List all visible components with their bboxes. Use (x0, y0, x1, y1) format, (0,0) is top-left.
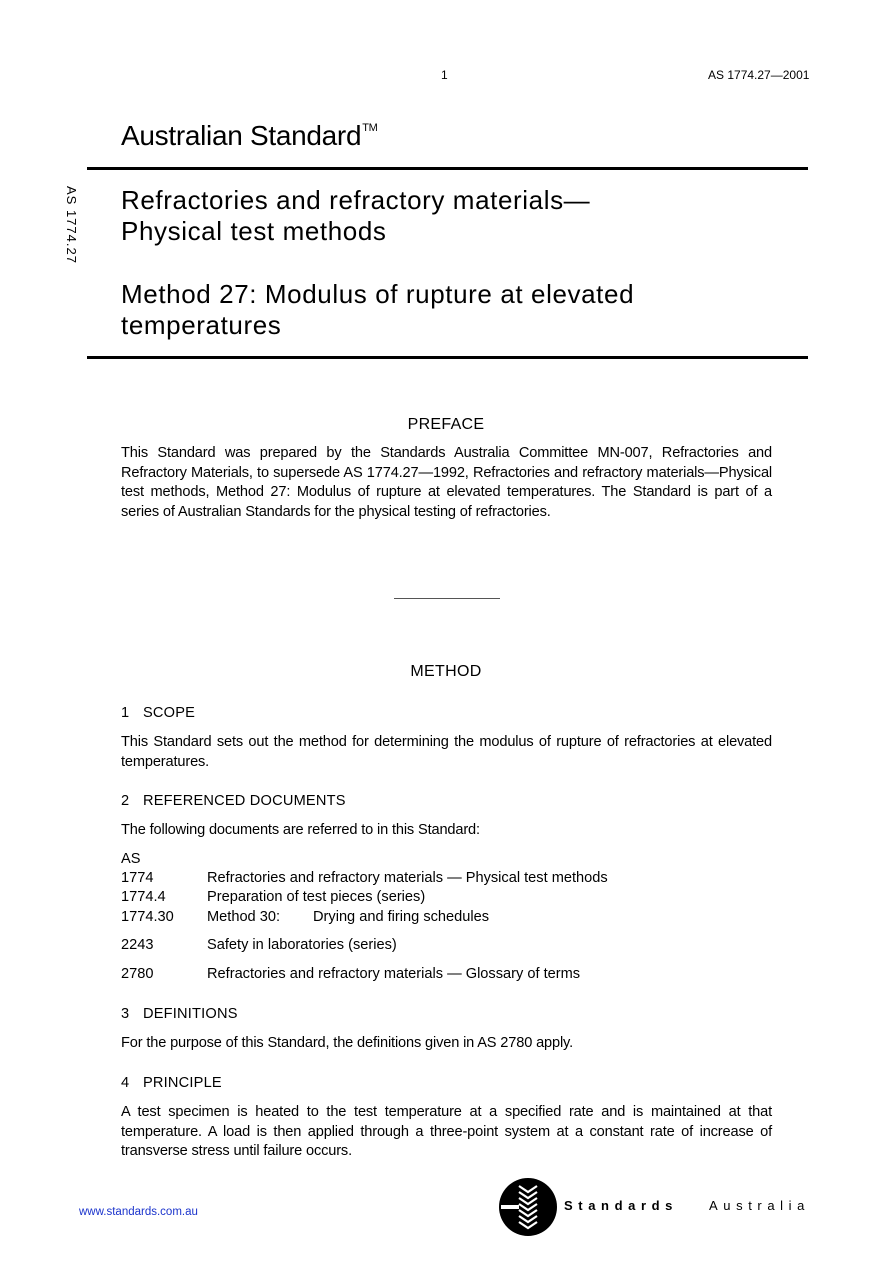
top-rule (87, 167, 808, 170)
section-definitions-heading (121, 1006, 238, 1022)
reference-item (121, 908, 489, 928)
reference-title: Preparation of test pieces (series) (207, 889, 426, 905)
method-title-line-1: Method 27: Modulus of rupture at elevated (121, 279, 635, 309)
reference-title: Safety in laboratories (series) (207, 937, 397, 953)
brand-title (121, 120, 378, 152)
reference-title: Refractories and refractory materials — Physical test methods (207, 870, 608, 886)
org-name-bold: Standards (564, 1198, 678, 1213)
section-references-heading (121, 793, 346, 809)
title-line-1: Refractories and refractory materials— (121, 185, 591, 215)
preface-heading: PREFACE (407, 416, 485, 433)
section-scope-heading (121, 705, 195, 721)
section-principle-heading (121, 1075, 222, 1091)
brand-name: Australian Standard (121, 120, 362, 151)
scope-text: This Standard sets out the method for determining the modulus of rupture of refractories at elevated temperatures. (121, 734, 772, 770)
method-title-line-2: temperatures (121, 310, 282, 340)
website-link[interactable]: www.standards.com.au (79, 1206, 198, 1218)
page-number: 1 (441, 68, 448, 82)
section-number: 2 (121, 793, 130, 809)
reference-title: Drying and firing schedules (313, 909, 490, 925)
reference-item (121, 888, 425, 908)
title-bottom-rule (87, 356, 808, 359)
side-document-label: AS 1774.27 (64, 186, 79, 264)
preface-text: This Standard was prepared by the Standards Australia Committee MN-007, Refractories and Refractory Materials, to supersede AS 1774.27—1992, Refractories and refractory materials—Physical test methods, Method 27: Modulus of rupture at elevated temperatures. The Standard is part of a series of Australian Standards for the physical testing of refractories. (121, 445, 772, 521)
definitions-text: For the purpose of this Standard, the definitions given in AS 2780 apply. (121, 1035, 574, 1051)
reference-method-label: Method 30: (207, 909, 281, 925)
section-title: SCOPE (143, 705, 196, 721)
reference-item (121, 869, 608, 889)
section-number: 4 (121, 1075, 130, 1091)
reference-code: 1774 (121, 870, 154, 886)
document-id: AS 1774.27—2001 (708, 68, 810, 82)
section-title: REFERENCED DOCUMENTS (143, 793, 346, 809)
reference-code: 2243 (121, 937, 154, 953)
method-heading: METHOD (410, 663, 482, 680)
reference-item (121, 965, 580, 985)
references-intro: The following documents are referred to in this Standard: (121, 822, 480, 838)
section-number: 1 (121, 705, 130, 721)
section-title: PRINCIPLE (143, 1075, 222, 1091)
standards-australia-logo-icon (497, 1176, 559, 1238)
principle-text: A test specimen is heated to the test temperature at a specified rate and is maintained at that temperature. A load is then applied through a three-point system at a constant rate of increase of transverse stress until failure occurs. (121, 1104, 772, 1160)
section-title: DEFINITIONS (143, 1006, 238, 1022)
reference-code: 1774.4 (121, 889, 166, 905)
reference-code: 2780 (121, 966, 154, 982)
reference-code: 1774.30 (121, 909, 174, 925)
reference-item (121, 936, 397, 956)
trademark-mark: TM (362, 121, 378, 134)
section-divider (394, 598, 500, 599)
section-number: 3 (121, 1006, 130, 1022)
title-line-2: Physical test methods (121, 216, 387, 246)
reference-title: Refractories and refractory materials — Glossary of terms (207, 966, 581, 982)
org-name-regular: Australia (709, 1198, 810, 1213)
reference-group-label: AS (121, 851, 141, 867)
